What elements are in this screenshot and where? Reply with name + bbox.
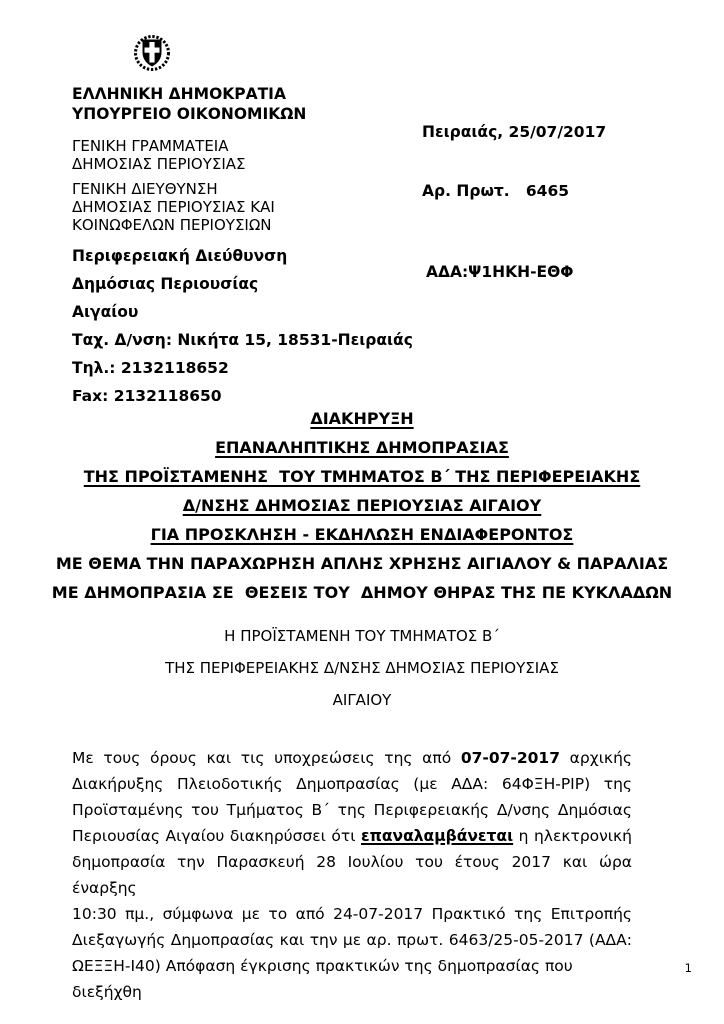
body-text: 10:30 πμ., σύμφωνα με το από 24-07-2017 Πρακτικό της Επιτροπής [72,905,632,923]
signatory-line: Η ΠΡΟΪΣΤΑΜΕΝΗ ΤΟΥ ΤΜΗΜΑΤΟΣ Β΄ [224,627,500,645]
directorate-line: ΔΗΜΟΣΙΑΣ ΠΕΡΙΟΥΣΙΑΣ ΚΑΙ [72,198,275,216]
body-line [72,745,632,771]
regional-line: Αιγαίου [72,303,139,321]
secretariat-line: ΓΕΝΙΚΗ ΓΡΑΜΜΑΤΕΙΑ [72,137,229,155]
body-paragraph [72,745,632,1005]
body-line [72,927,632,953]
title-line: ΜΕ ΘΕΜΑ ΤΗΝ ΠΑΡΑΧΩΡΗΣΗ ΑΠΛΗΣ ΧΡΗΣΗΣ ΑΙΓΙΑΛΟΥ & ΠΑΡΑΛΙΑΣ [55,554,669,573]
body-text: Προϊσταμένης του Τμήματος Β΄ της Περιφερειακής Δ/νσης Δημόσιας [72,801,632,819]
coat-of-arms-icon [132,28,172,76]
body-text: ΩΕΞΞΗ-Ι40) Απόφαση έγκρισης πρακτικών της δημοπρασίας που διεξήχθη [72,957,573,1001]
decision-title-block [0,404,724,607]
body-text: Διεξαγωγής Δημοπρασίας και την με αρ. πρωτ. 6463/25-05-2017 (ΑΔΑ: [72,931,632,949]
body-line [72,953,632,1005]
title-line: ΓΙΑ ΠΡΟΣΚΛΗΣΗ - ΕΚΔΗΛΩΣΗ ΕΝΔΙΑΦΕΡΟΝΤΟΣ [150,525,574,544]
title-line: ΕΠΑΝΑΛΗΠΤΙΚΗΣ ΔΗΜΟΠΡΑΣΙΑΣ [215,438,509,457]
body-text: αρχικής [560,749,632,767]
title-line: ΤΗΣ ΠΡΟΪΣΤΑΜΕΝΗΣ ΤΟΥ ΤΜΗΜΑΤΟΣ Β΄ ΤΗΣ ΠΕΡΙΦΕΡΕΙΑΚΗΣ [83,467,641,486]
body-line [72,901,632,927]
regional-directorate-block [72,242,417,410]
state-name-line: ΕΛΛΗΝΙΚΗ ΔΗΜΟΚΡΑΤΙΑ [72,85,286,103]
body-line [72,797,632,823]
body-text: η ηλεκτρονική [513,827,633,845]
page-number: 1 [684,961,692,975]
place-date-line: Πειραιάς, 25/07/2017 [422,123,607,141]
directorate-line: ΚΟΙΝΩΦΕΛΩΝ ΠΕΡΙΟΥΣΙΩΝ [72,216,272,234]
protocol-number-line: Αρ. Πρωτ. 6465 [422,182,570,200]
ministry-line: ΥΠΟΥΡΓΕΙΟ ΟΙΚΟΝΟΜΙΚΩΝ [72,105,307,123]
sender-details-block [72,84,417,410]
title-line: ΔΙΑΚΗΡΥΞΗ [310,409,414,428]
fax-line: Fax: 2132118650 [72,387,222,405]
body-line [72,823,632,849]
phone-line: Τηλ.: 2132118652 [72,359,229,377]
body-line [72,849,632,901]
protocol-date-block [422,84,712,321]
body-line [72,771,632,797]
signatory-line: ΤΗΣ ΠΕΡΙΦΕΡΕΙΑΚΗΣ Δ/ΝΣΗΣ ΔΗΜΟΣΙΑΣ ΠΕΡΙΟΥΣΙΑΣ [165,659,559,677]
regional-line: Δημόσιας Περιουσίας [72,275,259,293]
title-line: Δ/ΝΣΗΣ ΔΗΜΟΣΙΑΣ ΠΕΡΙΟΥΣΙΑΣ ΑΙΓΑΙΟΥ [182,496,542,515]
body-text: δημοπρασία την Παρασκευή 28 Ιουλίου του έτους 2017 και ώρα έναρξης [72,853,632,897]
body-text-bold: 07-07-2017 [460,749,561,767]
secretariat-line: ΔΗΜΟΣΙΑΣ ΠΕΡΙΟΥΣΙΑΣ [72,155,246,173]
title-line: ΜΕ ΔΗΜΟΠΡΑΣΙΑ ΣΕ ΘΕΣΕΙΣ ΤΟΥ ΔΗΜΟΥ ΘΗΡΑΣ ΤΗΣ ΠΕ ΚΥΚΛΑΔΩΝ [51,583,673,602]
postal-address-line: Ταχ. Δ/νση: Νικήτα 15, 18531-Πειραιάς [72,331,413,349]
ada-code-line: ΑΔΑ:Ψ1ΗΚΗ-ΕΘΦ [426,263,574,281]
body-text: Διακήρυξης Πλειοδοτικής Δημοπρασίας (με ΑΔΑ: 64ΦΞΗ-ΡΙΡ) της [72,775,632,793]
body-text-bold-underline: επαναλαμβάνεται [361,827,514,845]
signatory-line: ΑΙΓΑΙΟΥ [332,691,392,709]
signatory-block [0,620,724,716]
regional-line: Περιφερειακή Διεύθυνση [72,247,288,265]
body-text: Με τους όρους και τις υποχρεώσεις της από [72,749,461,767]
directorate-line: ΓΕΝΙΚΗ ΔΙΕΥΘΥΝΣΗ [72,180,218,198]
body-text: Περιουσίας Αιγαίου διακηρύσσει ότι [72,827,361,845]
greek-national-emblem [132,28,172,76]
